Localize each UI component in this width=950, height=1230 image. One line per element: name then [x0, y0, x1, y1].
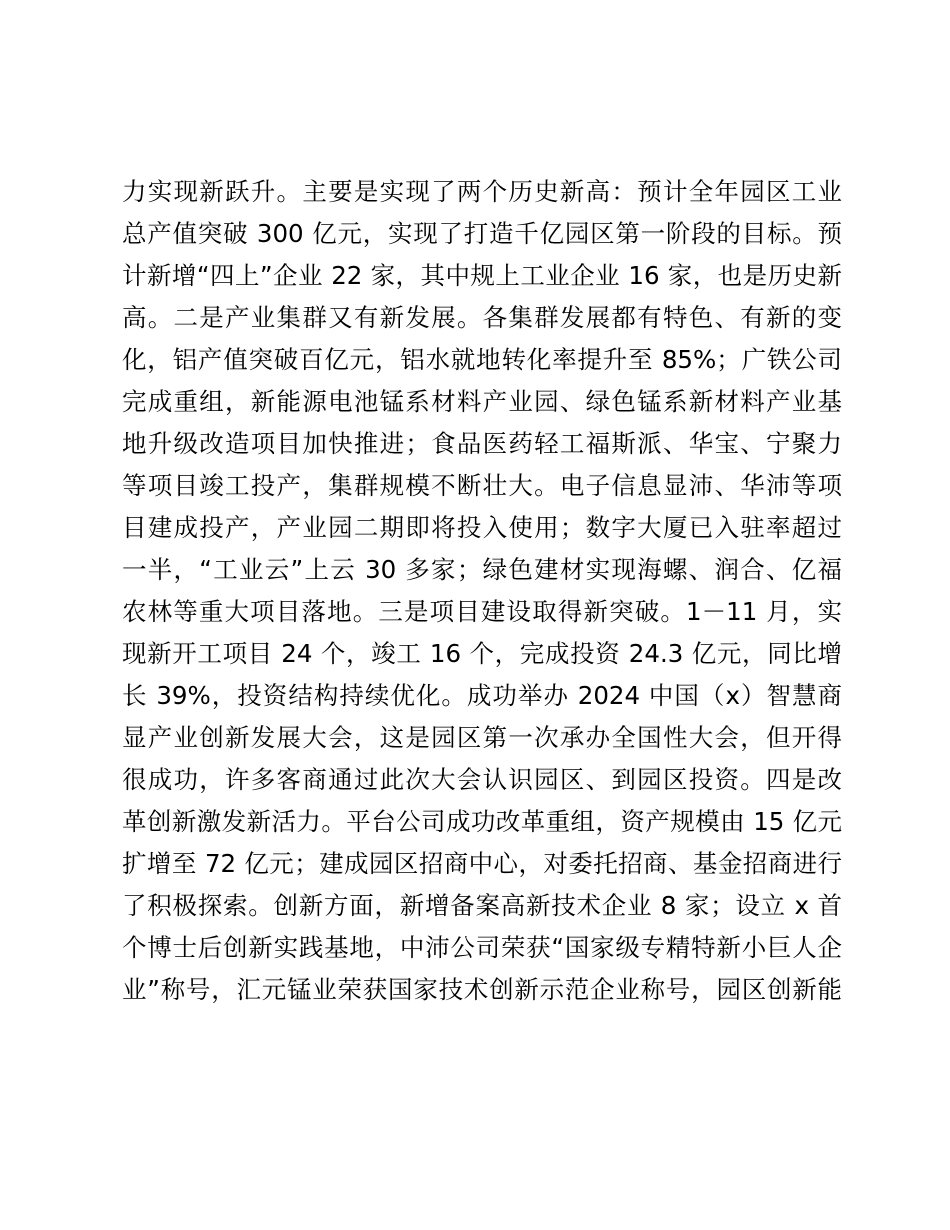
text-line: 力实现新跃升。主要是实现了两个历史新高：预计全年园区工业: [122, 177, 842, 206]
body-paragraph: [122, 171, 842, 1011]
text-line: 业”称号，汇元锰业荣获国家技术创新示范企业称号，园区创新能: [122, 975, 842, 1004]
text-line: 现新开工项目 24 个，竣工 16 个，完成投资 24.3 亿元，同比增: [122, 639, 842, 668]
text-line: 很成功，许多客商通过此次大会认识园区、到园区投资。四是改: [122, 765, 842, 794]
text-line: 一半，“工业云”上云 30 多家；绿色建材实现海螺、润合、亿福: [122, 555, 842, 584]
text-line: 扩增至 72 亿元；建成园区招商中心，对委托招商、基金招商进行: [122, 849, 842, 878]
text-line: 高。二是产业集群又有新发展。各集群发展都有特色、有新的变: [122, 303, 842, 332]
text-line: 总产值突破 300 亿元，实现了打造千亿园区第一阶段的目标。预: [122, 219, 842, 248]
text-line: 显产业创新发展大会，这是园区第一次承办全国性大会，但开得: [122, 723, 842, 752]
text-line: 化，铝产值突破百亿元，铝水就地转化率提升至 85%；广铁公司: [122, 345, 842, 374]
text-line: 长 39%，投资结构持续优化。成功举办 2024 中国（x）智慧商: [122, 681, 842, 710]
text-line: 革创新激发新活力。平台公司成功改革重组，资产规模由 15 亿元: [122, 807, 842, 836]
text-line: 完成重组，新能源电池锰系材料产业园、绿色锰系新材料产业基: [122, 387, 842, 416]
text-line: 了积极探索。创新方面，新增备案高新技术企业 8 家；设立 x 首: [122, 891, 842, 920]
text-line: 农林等重大项目落地。三是项目建设取得新突破。1－11 月，实: [122, 597, 842, 626]
text-line: 计新增“四上”企业 22 家，其中规上工业企业 16 家，也是历史新: [122, 261, 842, 290]
text-line: 目建成投产，产业园二期即将投入使用；数字大厦已入驻率超过: [122, 513, 842, 542]
text-line: 地升级改造项目加快推进；食品医药轻工福斯派、华宝、宁聚力: [122, 429, 842, 458]
text-line: 个博士后创新实践基地，中沛公司荣获“国家级专精特新小巨人企: [122, 933, 842, 962]
text-line: 等项目竣工投产，集群规模不断壮大。电子信息显沛、华沛等项: [122, 471, 842, 500]
